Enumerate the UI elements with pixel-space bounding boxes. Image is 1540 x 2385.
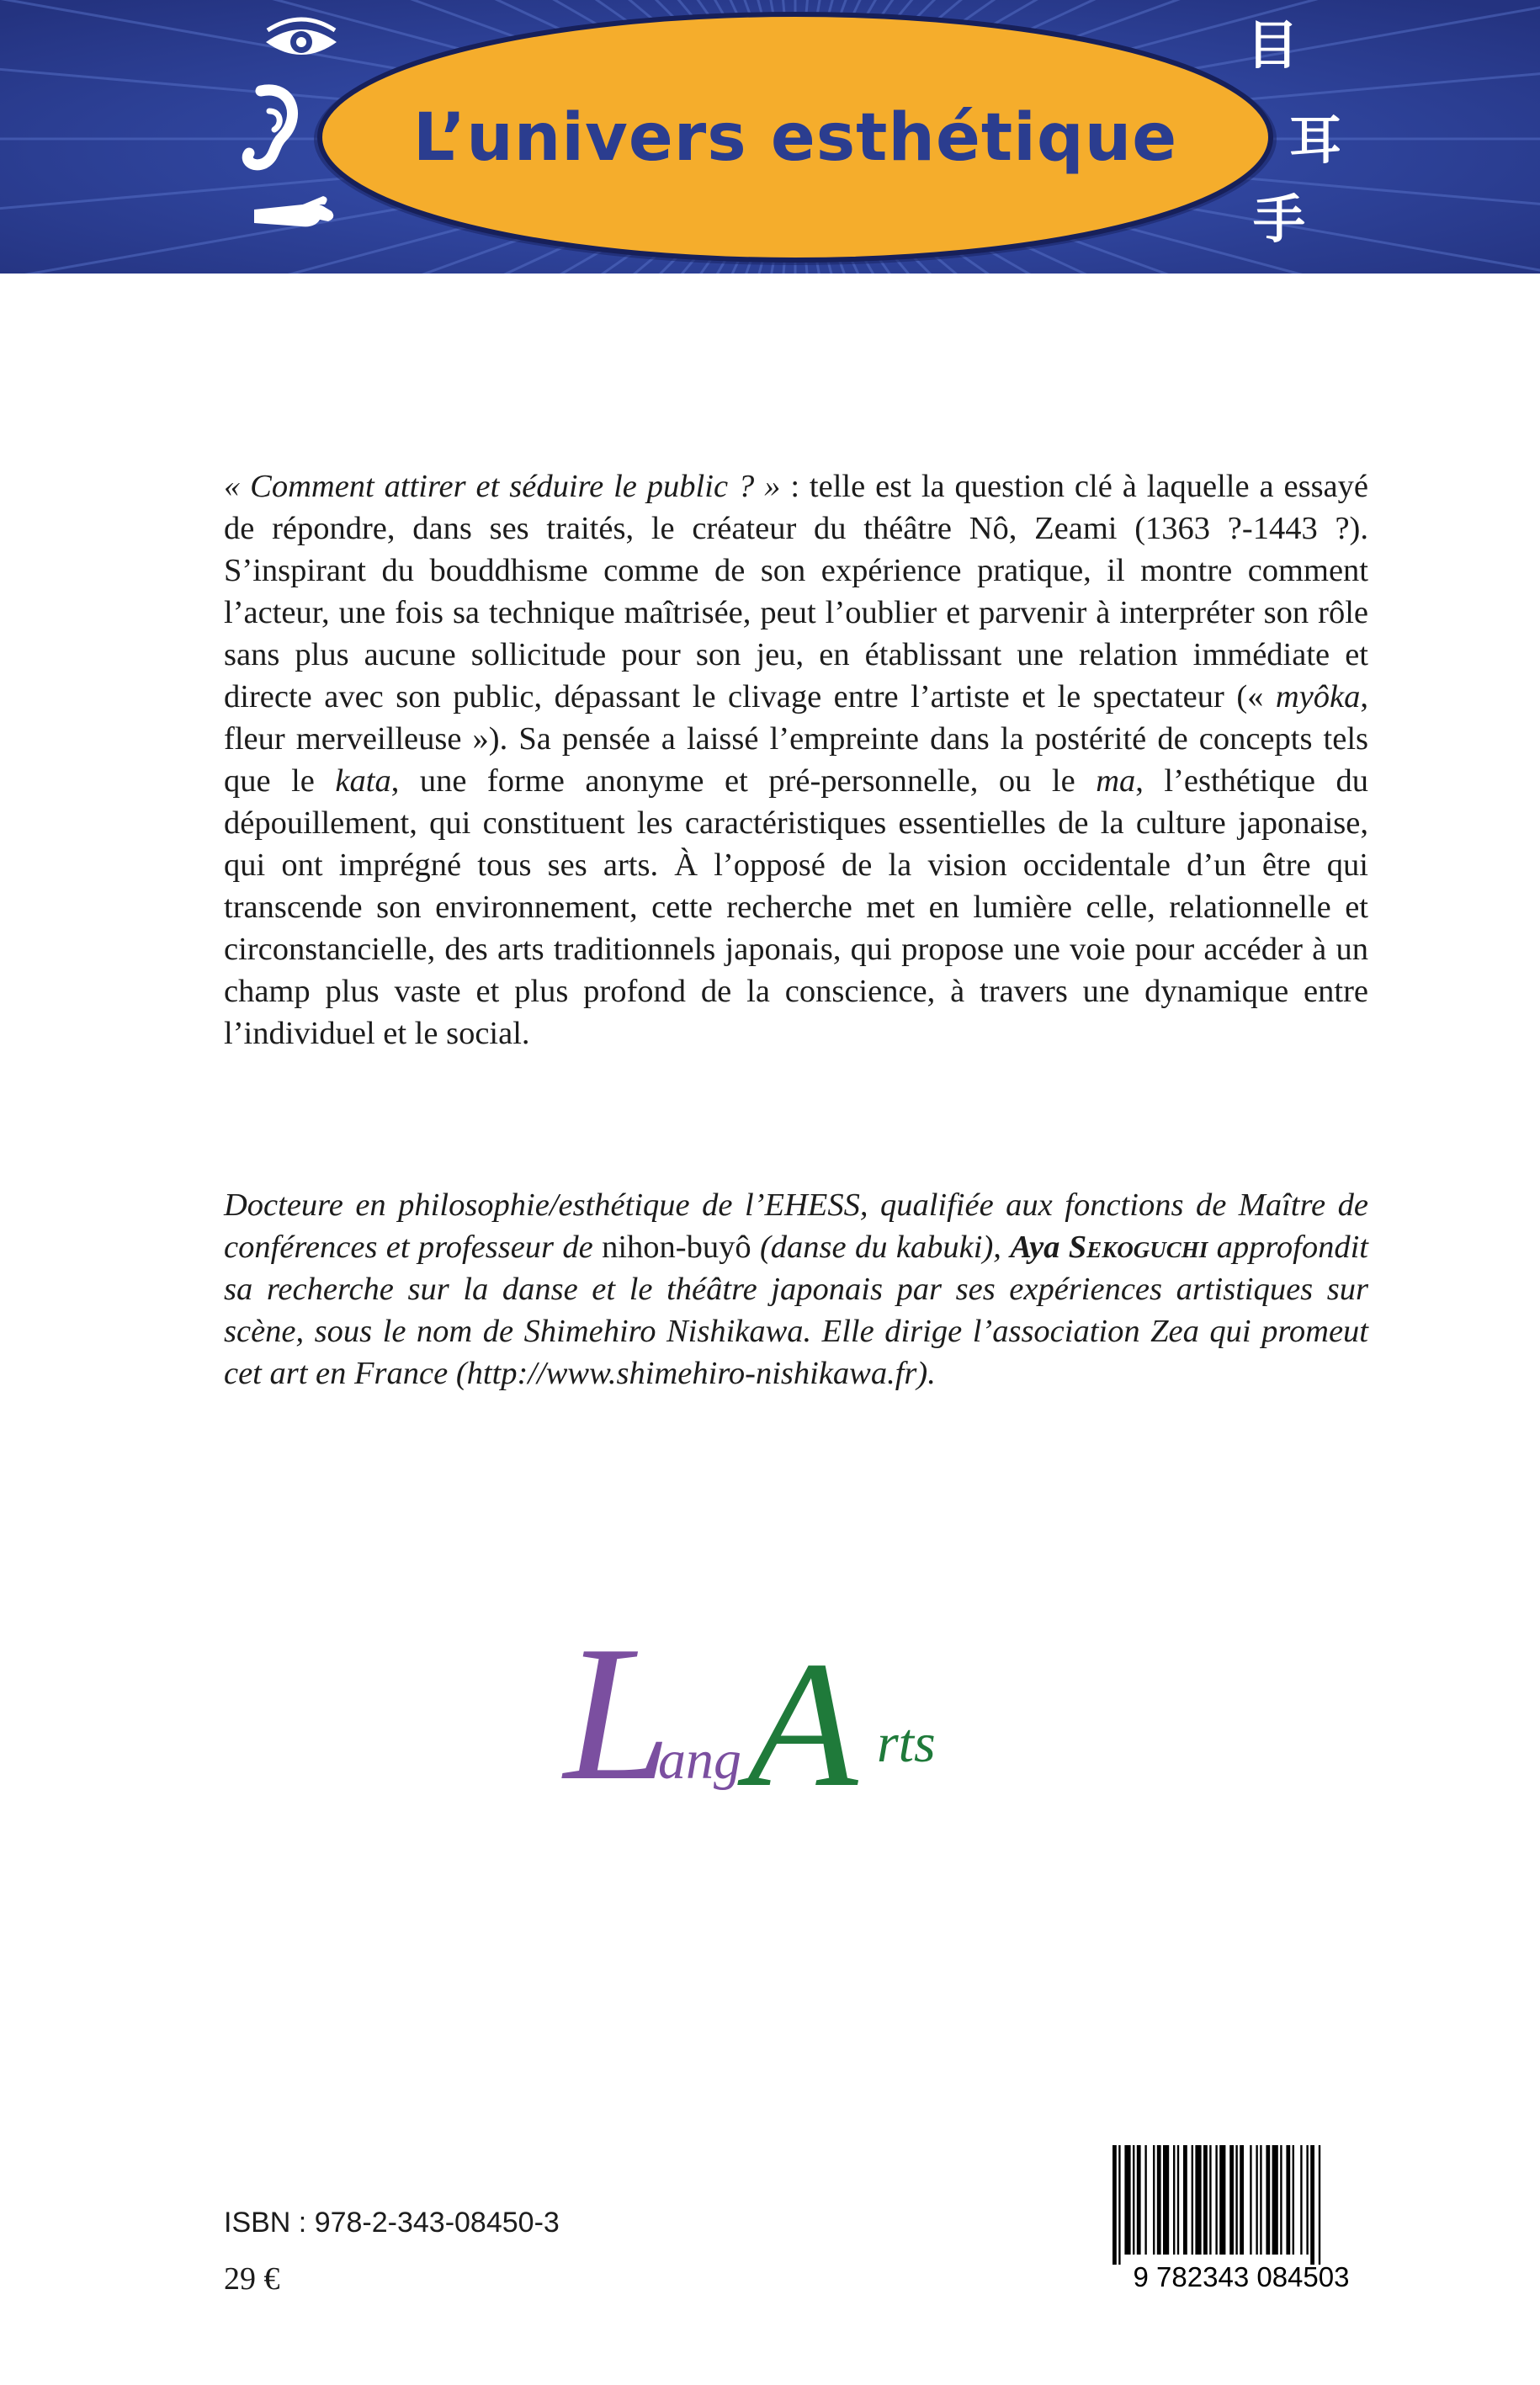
- bio-text-1: Docteure en philosophie/esthétique de l’EHESS, qualifiée aux fonctions de Maître de conférences et professeur de: [224, 1187, 1368, 1265]
- barcode-number: 9 782343 084503: [1133, 2261, 1350, 2292]
- barcode-bar: [1157, 2145, 1161, 2255]
- term-ma: ma: [1096, 763, 1136, 799]
- barcode-bar: [1183, 2145, 1187, 2255]
- author-first-name: Aya: [1010, 1230, 1060, 1265]
- barcode-bar: [1266, 2145, 1270, 2255]
- logo-ang: ang: [658, 1729, 741, 1791]
- barcode-bar: [1173, 2145, 1175, 2255]
- bio-text-3: approfondit sa recherche sur la danse et le théâtre japonais par ses expériences artistiques sur scène, sous le nom de Shimehiro Nishikawa. Elle dirige l’association Zea qui promeut cet art en France (http://www.shimehiro-nishikawa.fr).: [224, 1230, 1368, 1391]
- barcode-bar: [1203, 2145, 1208, 2255]
- summary-quote: « Comment attirer et séduire le public ? »: [224, 469, 781, 504]
- bio-text-2: (danse du kabuki),: [751, 1230, 1011, 1265]
- barcode-bar: [1280, 2145, 1282, 2255]
- barcode-bar: [1256, 2145, 1257, 2255]
- barcode-bar: [1219, 2145, 1225, 2255]
- barcode-bar: [1319, 2145, 1320, 2265]
- logo-letter-l: L: [564, 1620, 672, 1805]
- barcode-bar: [1306, 2145, 1308, 2255]
- barcode: [1102, 2142, 1380, 2292]
- barcode-bar: [1229, 2145, 1234, 2255]
- barcode-bar: [1286, 2145, 1290, 2255]
- term-myoka: myôka: [1275, 679, 1361, 714]
- logo-rts: rts: [877, 1713, 936, 1774]
- barcode-bar: [1177, 2145, 1179, 2255]
- summary-text-3: , une forme anonyme et pré-personnelle, ou le: [390, 763, 1097, 799]
- barcode-bar: [1293, 2145, 1294, 2255]
- barcode-bar: [1192, 2145, 1193, 2255]
- kanji-ear: 耳: [1288, 109, 1342, 171]
- barcode-bar: [1137, 2145, 1141, 2255]
- kanji-hand: 手: [1252, 189, 1306, 250]
- series-banner: [0, 0, 1540, 274]
- barcode-bar: [1209, 2145, 1211, 2255]
- barcode-bar: [1300, 2145, 1302, 2255]
- summary-text-2: , fleur merveilleuse »). Sa pensée a laissé l’empreinte dans la postérité de concepts tels que le: [224, 679, 1368, 799]
- barcode-bar: [1195, 2145, 1201, 2255]
- barcode-bar: [1215, 2145, 1217, 2255]
- barcode-bar: [1240, 2145, 1244, 2255]
- barcode-bar: [1133, 2145, 1134, 2255]
- series-title: L’univers esthétique: [412, 100, 1178, 176]
- term-kata: kata: [335, 763, 391, 799]
- price: 29 €: [224, 2261, 280, 2297]
- barcode-bar: [1250, 2145, 1251, 2255]
- summary-text-4: , l’esthétique du dépouillement, qui constituent les caractéristiques essentielles de la culture japonaise, qui ont imprégné tous ses arts. À l’opposé de la vision occidentale d’un être qui transcende son environnement, cette recherche met en lumière celle, relationnelle et circonstancielle, des arts traditionnels japonais, qui propose une voie pour accéder à un champ plus vaste et plus profond de la conscience, à travers une dynamique entre l’individuel et le social.: [224, 763, 1368, 1051]
- barcode-bar: [1235, 2145, 1237, 2255]
- barcode-bar: [1163, 2145, 1169, 2255]
- barcode-bar: [1124, 2145, 1130, 2255]
- barcode-bar: [1310, 2145, 1314, 2265]
- kanji-eye: 目: [1245, 14, 1299, 76]
- barcode-bar: [1144, 2145, 1146, 2255]
- summary-paragraph: [224, 465, 1368, 1054]
- barcode-bar: [1153, 2145, 1155, 2255]
- author-bio: [224, 1184, 1368, 1394]
- summary-text-1: : telle est la question clé à laquelle a essayé de répondre, dans ses traités, le créateur du théâtre Nô, Zeami (1363 ?-1443 ?). S’inspirant du bouddhisme comme de son expérience pratique, il montre comment l’acteur, une fois sa technique maîtrisée, peut l’oublier et parvenir à interpréter son rôle sans plus aucune sollicitude pour son jeu, en établissant une relation immédiate et directe avec son public, dépassant le clivage entre l’artiste et le spectateur («: [224, 469, 1368, 714]
- barcode-bar: [1272, 2145, 1278, 2255]
- author-surname: Sekoguchi: [1068, 1230, 1208, 1265]
- isbn: ISBN : 978-2-343-08450-3: [224, 2207, 560, 2239]
- langarts-logo: [555, 1620, 993, 1805]
- barcode-bar: [1118, 2145, 1120, 2265]
- series-banner-graphic: [0, 0, 1540, 274]
- term-nihon-buyo: nihon-buyô: [602, 1230, 751, 1265]
- barcode-bar: [1113, 2145, 1117, 2265]
- barcode-bar: [1260, 2145, 1261, 2255]
- logo-letter-a: A: [747, 1623, 858, 1805]
